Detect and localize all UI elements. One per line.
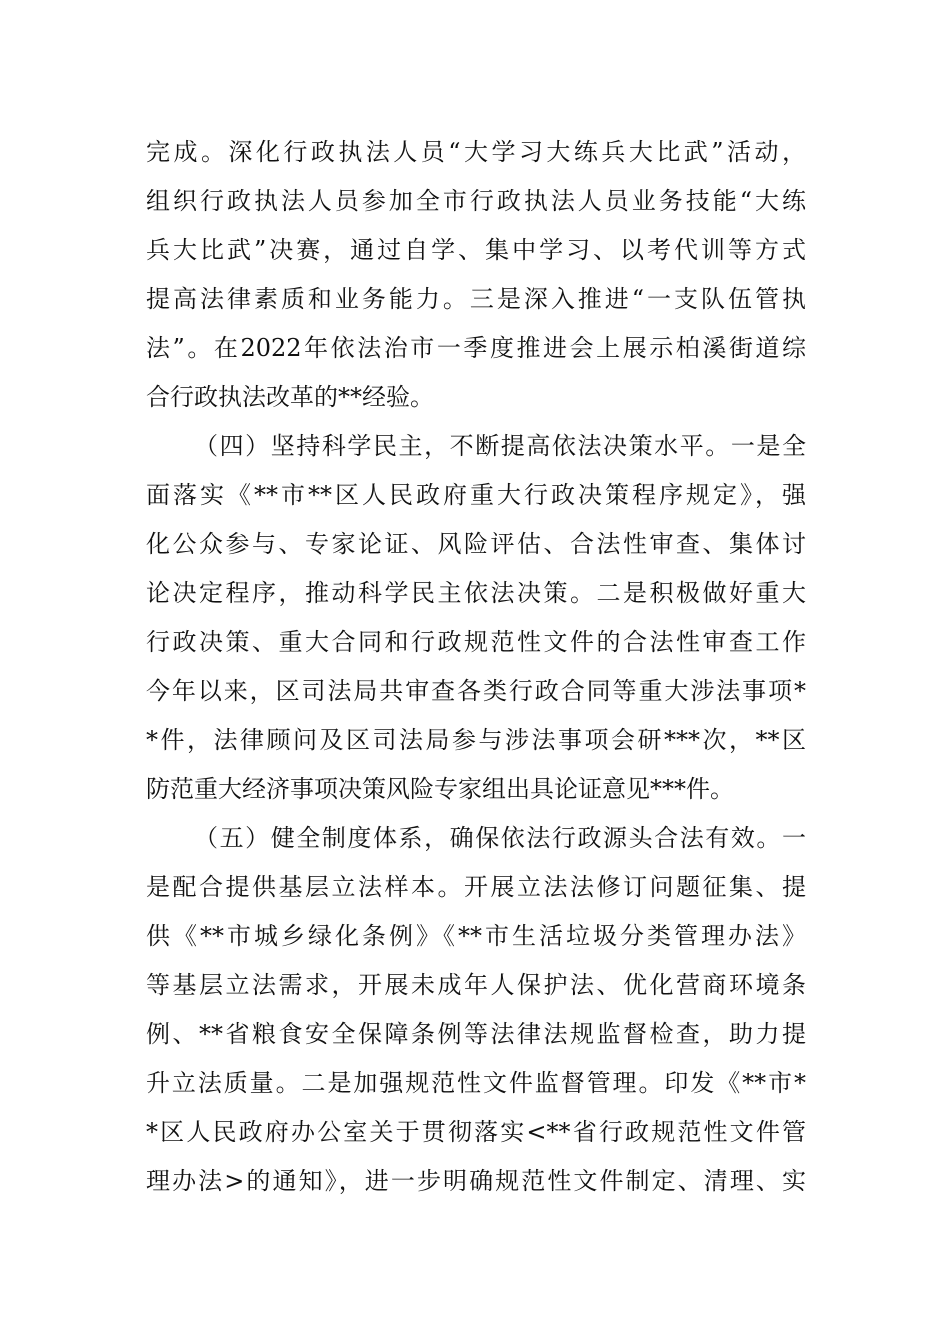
- text-line: 化公众参与、专家论证、风险评估、合法性审查、集体讨: [146, 530, 806, 558]
- text-line: 面落实《**市**区人民政府重大行政决策程序规定》，强: [146, 481, 806, 509]
- text-line: 等基层立法需求，开展未成年人保护法、优化营商环境条: [146, 971, 806, 999]
- text-line: 是配合提供基层立法样本。开展立法法修订问题征集、提: [146, 873, 806, 901]
- text-line: 理办法>的通知》，进一步明确规范性文件制定、清理、实: [146, 1167, 806, 1195]
- text-line: 法”。在2022年依法治市一季度推进会上展示柏溪街道综: [146, 334, 806, 362]
- text-line: 行政决策、重大合同和行政规范性文件的合法性审查工作: [146, 628, 806, 656]
- text-line: *区人民政府办公室关于贯彻落实<**省行政规范性文件管: [146, 1118, 806, 1146]
- text-line: 防范重大经济事项决策风险专家组出具论证意见***件。: [146, 775, 734, 803]
- text-line: 论决定程序，推动科学民主依法决策。二是积极做好重大: [146, 579, 806, 607]
- text-line: *件，法律顾问及区司法局参与涉法事项会研***次，**区: [146, 726, 806, 754]
- text-line: 例、**省粮食安全保障条例等法律法规监督检查，助力提: [146, 1020, 806, 1048]
- paragraph-heading-line: （五）健全制度体系，确保依法行政源头合法有效。一: [194, 824, 806, 852]
- text-line: 组织行政执法人员参加全市行政执法人员业务技能“大练: [146, 187, 806, 215]
- text-line: 兵大比武”决赛，通过自学、集中学习、以考代训等方式: [146, 236, 806, 264]
- text-line: 完成。深化行政执法人员“大学习大练兵大比武”活动，: [146, 138, 806, 166]
- text-line: 合行政执法改革的**经验。: [146, 383, 434, 411]
- text-line: 供《**市城乡绿化条例》《**市生活垃圾分类管理办法》: [146, 922, 806, 950]
- text-line: 升立法质量。二是加强规范性文件监督管理。印发《**市*: [146, 1069, 806, 1097]
- paragraph-heading-line: （四）坚持科学民主，不断提高依法决策水平。一是全: [194, 432, 806, 460]
- text-line: 今年以来，区司法局共审查各类行政合同等重大涉法事项*: [146, 677, 806, 705]
- text-line: 提高法律素质和业务能力。三是深入推进“一支队伍管执: [146, 285, 806, 313]
